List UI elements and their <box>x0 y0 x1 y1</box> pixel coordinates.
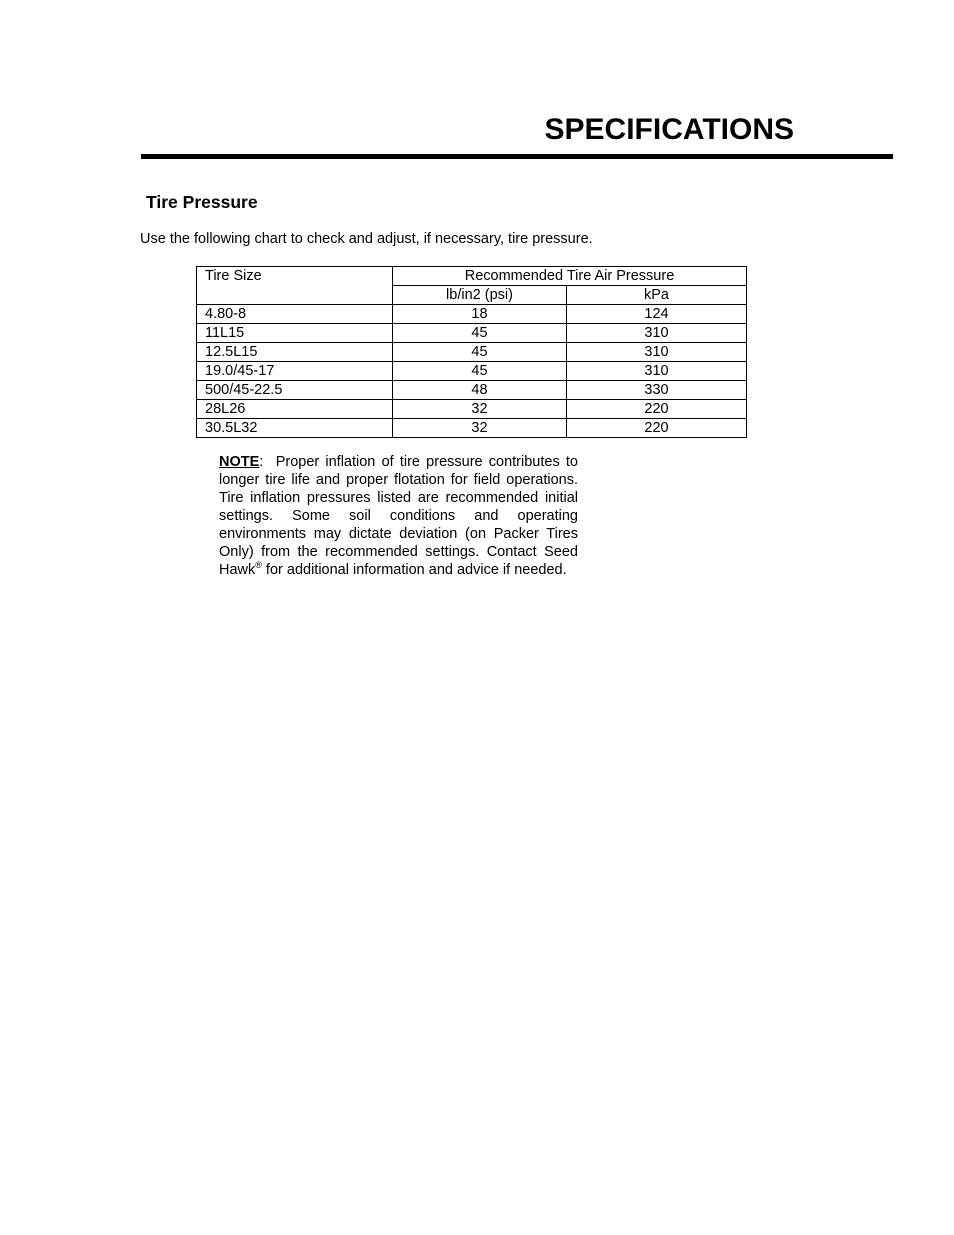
cell-tire-size: 500/45-22.5 <box>197 381 393 400</box>
cell-psi: 45 <box>393 324 567 343</box>
cell-tire-size: 11L15 <box>197 324 393 343</box>
cell-tire-size: 30.5L32 <box>197 419 393 438</box>
intro-text: Use the following chart to check and adjust, if necessary, tire pressure. <box>140 231 593 247</box>
cell-kpa: 330 <box>567 381 747 400</box>
table-row <box>197 400 747 419</box>
cell-kpa: 310 <box>567 362 747 381</box>
cell-psi: 32 <box>393 400 567 419</box>
note-separator: : <box>259 454 276 470</box>
table-row <box>197 362 747 381</box>
cell-kpa: 124 <box>567 305 747 324</box>
table-row <box>197 381 747 400</box>
cell-psi: 18 <box>393 305 567 324</box>
header-recommended-pressure: Recommended Tire Air Pressure <box>393 267 747 286</box>
cell-psi: 45 <box>393 362 567 381</box>
cell-kpa: 220 <box>567 419 747 438</box>
title-divider <box>141 154 893 159</box>
registered-mark: ® <box>255 560 262 571</box>
header-psi: lb/in2 (psi) <box>393 286 567 305</box>
table-header-row <box>197 267 747 286</box>
cell-kpa: 220 <box>567 400 747 419</box>
tire-pressure-table <box>196 266 747 438</box>
note-label: NOTE <box>219 454 260 470</box>
page-title: SPECIFICATIONS <box>544 113 794 146</box>
section-heading: Tire Pressure <box>146 192 258 212</box>
header-kpa: kPa <box>567 286 747 305</box>
cell-tire-size: 4.80-8 <box>197 305 393 324</box>
cell-tire-size: 28L26 <box>197 400 393 419</box>
cell-tire-size: 19.0/45-17 <box>197 362 393 381</box>
table-row <box>197 305 747 324</box>
table-row <box>197 343 747 362</box>
cell-kpa: 310 <box>567 324 747 343</box>
cell-psi: 32 <box>393 419 567 438</box>
note-body-end: for additional information and advice if needed. <box>261 562 567 578</box>
table-row <box>197 419 747 438</box>
cell-kpa: 310 <box>567 343 747 362</box>
cell-tire-size: 12.5L15 <box>197 343 393 362</box>
note-body: Proper inflation of tire pressure contributes to longer tire life and proper flotation for field operations. Tire inflation pressures listed are recommended initial settings. Some soil conditions and operating environments may dictate deviation (on Packer Tires Only) from the recommended settings. Contact Seed Hawk <box>219 454 578 578</box>
table-row <box>197 324 747 343</box>
cell-psi: 45 <box>393 343 567 362</box>
header-tire-size: Tire Size <box>197 267 393 305</box>
cell-psi: 48 <box>393 381 567 400</box>
note-paragraph <box>219 453 578 579</box>
